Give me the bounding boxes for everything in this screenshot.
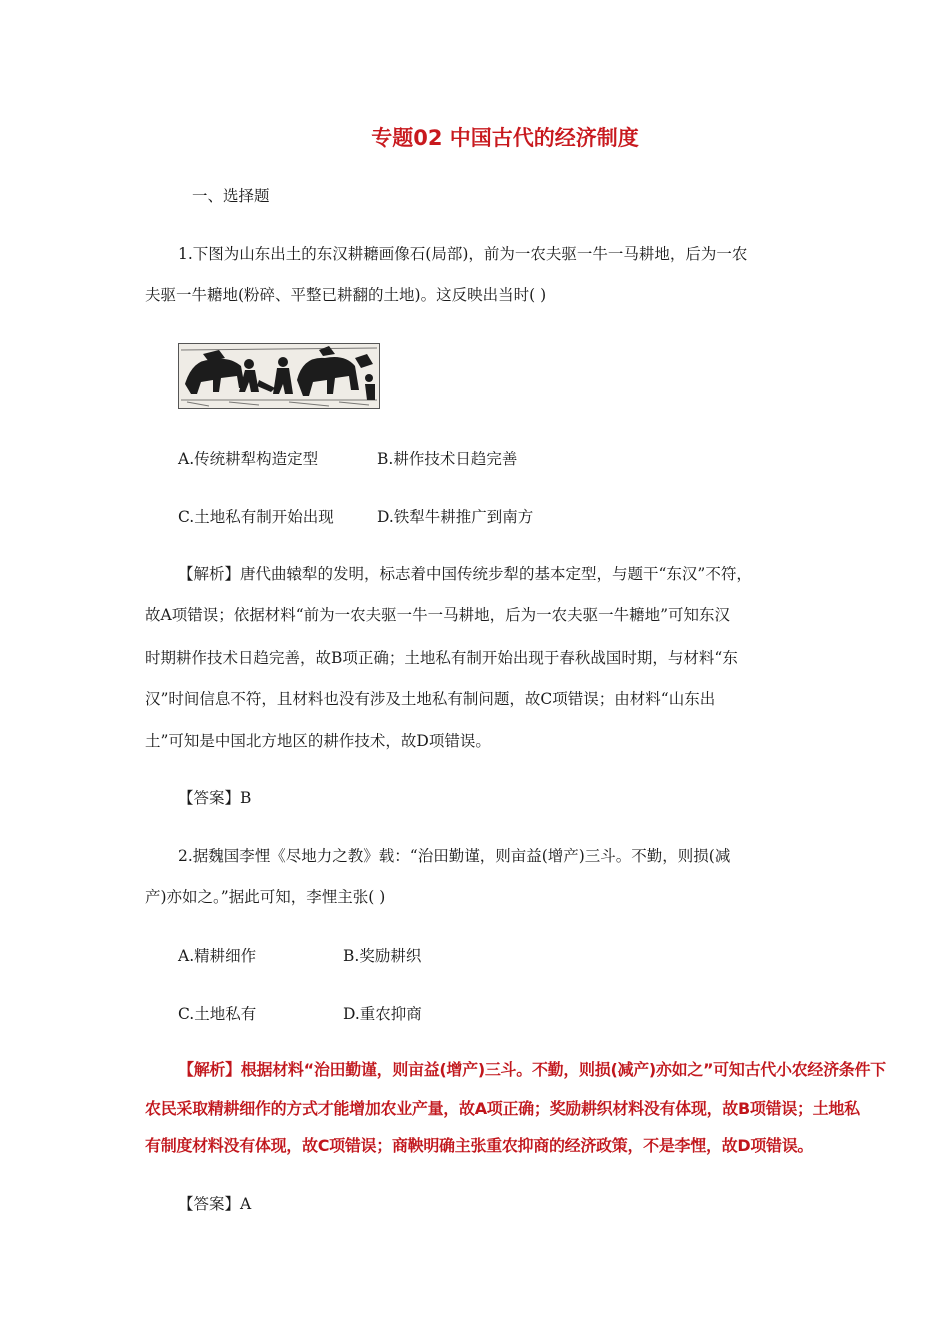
q1-answer: 【答案】B: [178, 789, 252, 807]
page-title: 专题02 中国古代的经济制度: [371, 126, 639, 150]
q1-analysis-line2: 故A项错误；依据材料“前为一农夫驱一牛一马耕地，后为一农夫驱一牛耱地”可知东汉: [145, 606, 731, 624]
section-heading: 一、选择题: [192, 187, 270, 205]
q2-option-a: A.精耕细作: [178, 947, 257, 965]
q1-stem-line1: 1.下图为山东出土的东汉耕耱画像石(局部)，前为一农夫驱一牛一马耕地，后为一农: [178, 245, 748, 263]
q2-option-d: D.重农抑商: [343, 1005, 422, 1023]
q2-analysis-line1: 【解析】根据材料“治田勤谨，则亩益(增产)三斗。不勤，则损(减产)亦如之”可知古代小农经济条件下: [178, 1060, 886, 1079]
q1-option-d: D.铁犁牛耕推广到南方: [377, 508, 534, 526]
q2-stem-line2: 产)亦如之。”据此可知，李悝主张( ): [145, 888, 386, 906]
q2-option-c: C.土地私有: [178, 1005, 257, 1023]
q1-analysis-line1: 【解析】唐代曲辕犁的发明，标志着中国传统步犁的基本定型，与题干“东汉”不符，: [178, 565, 752, 583]
q2-answer: 【答案】A: [178, 1195, 252, 1213]
q1-analysis-line4: 汉”时间信息不符，且材料也没有涉及土地私有制问题，故C项错误；由材料“山东出: [145, 690, 716, 708]
q2-option-b: B.奖励耕织: [343, 947, 422, 965]
q1-option-c: C.土地私有制开始出现: [178, 508, 334, 526]
q2-analysis-line2: 农民采取精耕细作的方式才能增加农业产量，故A项正确；奖励耕织材料没有体现，故B项错误；土地私: [145, 1099, 860, 1118]
q2-analysis-line3: 有制度材料没有体现，故C项错误；商鞅明确主张重农抑商的经济政策，不是李悝，故D项错误。: [145, 1136, 814, 1155]
q1-option-a: A.传统耕犁构造定型: [178, 450, 319, 468]
q1-analysis-line3: 时期耕作技术日趋完善，故B项正确；土地私有制开始出现于春秋战国时期，与材料“东: [145, 649, 738, 667]
q1-analysis-line5: 土”可知是中国北方地区的耕作技术，故D项错误。: [145, 732, 491, 750]
q1-option-b: B.耕作技术日趋完善: [377, 450, 518, 468]
q2-stem-line1: 2.据魏国李悝《尽地力之教》载：“治田勤谨，则亩益(增产)三斗。不勤，则损(减: [178, 847, 731, 865]
q1-stem-line2: 夫驱一牛耱地(粉碎、平整已耕翻的土地)。这反映出当时( ): [145, 286, 547, 304]
stone-relief-image: [178, 343, 380, 409]
